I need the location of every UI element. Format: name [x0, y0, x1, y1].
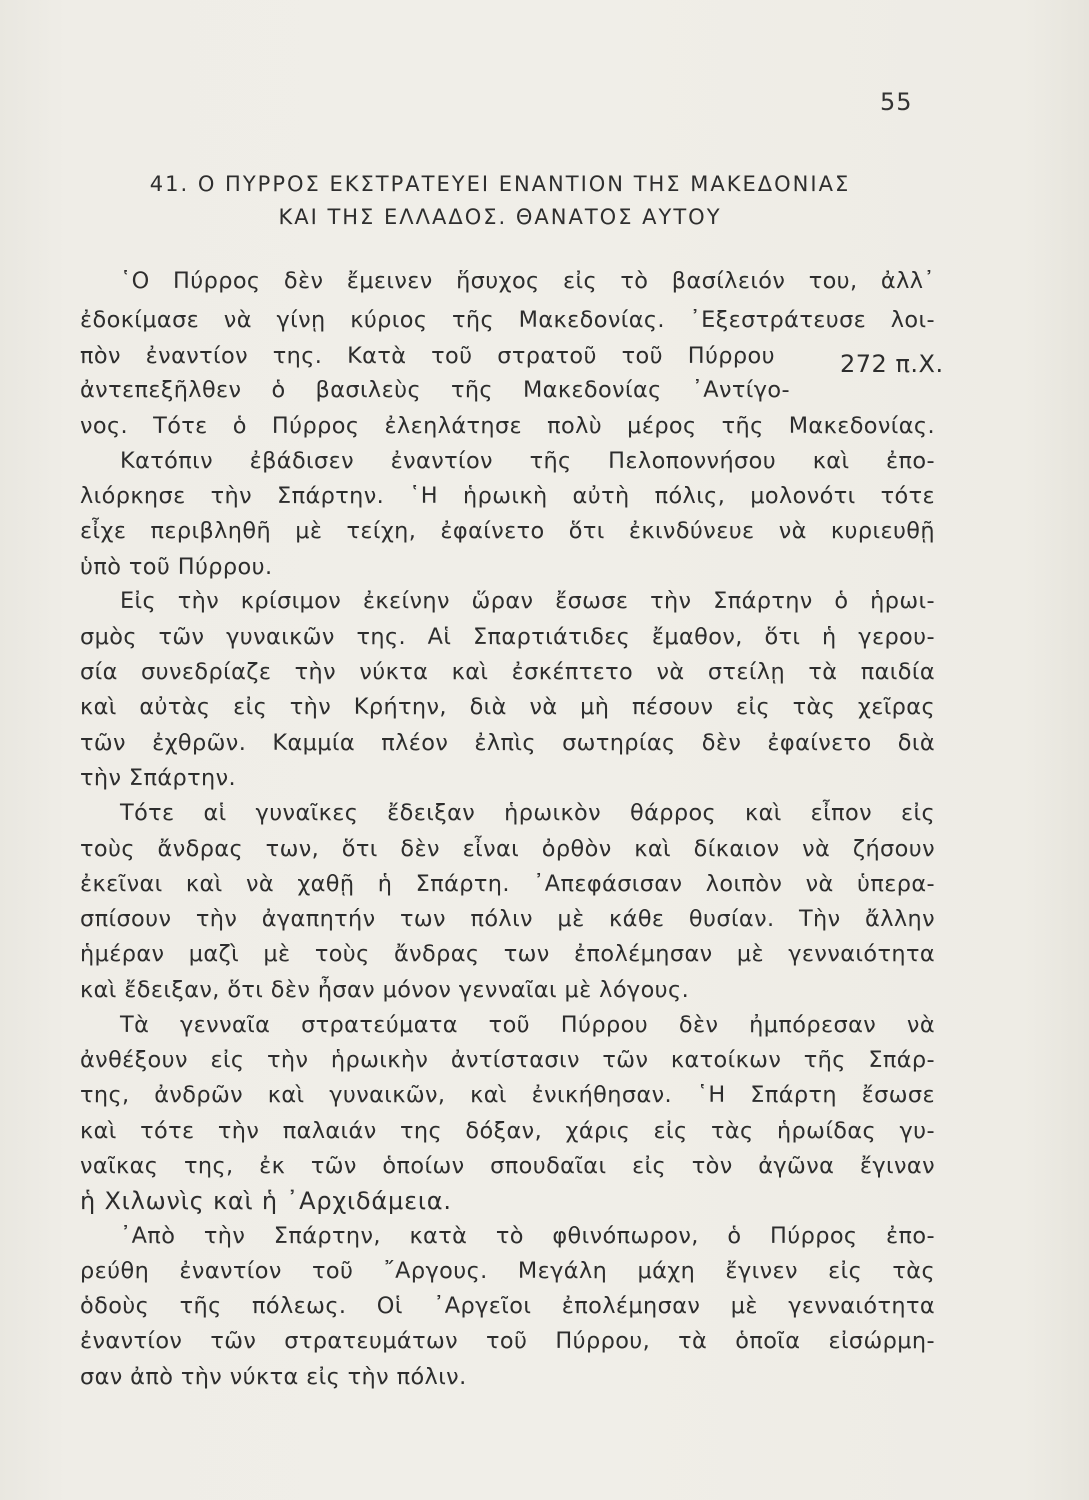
text-line: σπίσουν τὴν ἀγαπητήν των πόλιν μὲ κάθε θυσίαν. Τὴν ἄλλην — [80, 906, 935, 932]
text-line: ὁδοὺς τῆς πόλεως. Οἱ ᾽Αργεῖοι ἐπολέμησαν μὲ γενναιότητα — [80, 1293, 935, 1319]
margin-date-note: 272 π.Χ. — [840, 350, 944, 378]
text-line: της, ἀνδρῶν καὶ γυναικῶν, καὶ ἐνικήθησαν. ῾Η Σπάρτη ἔσωσε — [80, 1082, 935, 1108]
text-line: Εἰς τὴν κρίσιμον ἐκείνην ὥραν ἔσωσε τὴν Σπάρτην ὁ ἡρωι- — [120, 588, 935, 614]
text-line: καὶ τότε τὴν παλαιάν της δόξαν, χάρις εἰς τὰς ἡρωίδας γυ- — [80, 1118, 935, 1144]
text-line: σμὸς τῶν γυναικῶν της. Αἱ Σπαρτιάτιδες ἔμαθον, ὅτι ἡ γερου- — [80, 624, 935, 650]
text-line: ρεύθη ἐναντίον τοῦ ῎Αργους. Μεγάλη μάχη ἔγινεν εἰς τὰς — [80, 1258, 935, 1284]
text-line: Τότε αἱ γυναῖκες ἔδειξαν ἡρωικὸν θάρρος καὶ εἶπον εἰς — [120, 800, 935, 826]
chapter-title-line-2: ΚΑΙ ΤΗΣ ΕΛΛΑΔΟΣ. ΘΑΝΑΤΟΣ ΑΥΤΟΥ — [278, 205, 722, 229]
page-number: 55 — [880, 88, 913, 116]
text-line: Κατόπιν ἐβάδισεν ἐναντίον τῆς Πελοποννήσου καὶ ἐπο- — [120, 448, 935, 474]
text-line: σία συνεδρίαζε τὴν νύκτα καὶ ἐσκέπτετο νὰ στείλῃ τὰ παιδία — [80, 659, 935, 685]
text-line: πὸν ἐναντίον της. Κατὰ τοῦ στρατοῦ τοῦ Πύρρου — [80, 343, 775, 369]
text-line: ἀντεπεξῆλθεν ὁ βασιλεὺς τῆς Μακεδονίας ᾽Αντίγο- — [80, 377, 790, 403]
text-line: νος. Τότε ὁ Πύρρος ἐλεηλάτησε πολὺ μέρος τῆς Μακεδονίας. — [80, 413, 935, 439]
text-line: τοὺς ἄνδρας των, ὅτι δὲν εἶναι ὀρθὸν καὶ δίκαιον νὰ ζήσουν — [80, 836, 935, 862]
text-line: ὑπὸ τοῦ Πύρρου. — [80, 554, 273, 580]
text-line: ἐδοκίμασε νὰ γίνῃ κύριος τῆς Μακεδονίας. ᾽Εξεστράτευσε λοι- — [80, 307, 935, 333]
text-line: ᾽Απὸ τὴν Σπάρτην, κατὰ τὸ φθινόπωρον, ὁ Πύρρος ἐπο- — [120, 1223, 935, 1249]
text-line: Τὰ γενναῖα στρατεύματα τοῦ Πύρρου δὲν ἠμπόρεσαν νὰ — [120, 1012, 935, 1038]
chapter-title-line-1: 41. Ο ΠΥΡΡΟΣ ΕΚΣΤΡΑΤΕΥΕΙ ΕΝΑΝΤΙΟΝ ΤΗΣ ΜΑΚΕΔΟΝΙΑΣ — [149, 172, 851, 196]
text-line: ῾Ο Πύρρος δὲν ἔμεινεν ἥσυχος εἰς τὸ βασίλειόν του, ἀλλ᾽ — [120, 268, 935, 294]
text-line: ἐκεῖναι καὶ νὰ χαθῇ ἡ Σπάρτη. ᾽Απεφάσισαν λοιπὸν νὰ ὑπερα- — [80, 871, 935, 897]
text-line: ἀνθέξουν εἰς τὴν ἡρωικὴν ἀντίστασιν τῶν κατοίκων τῆς Σπάρ- — [80, 1047, 935, 1073]
text-line: ναῖκας της, ἐκ τῶν ὁποίων σπουδαῖαι εἰς τὸν ἀγῶνα ἔγιναν — [80, 1153, 935, 1179]
text-line: τῶν ἐχθρῶν. Καμμία πλέον ἐλπὶς σωτηρίας δὲν ἐφαίνετο διὰ — [80, 730, 935, 756]
text-line: λιόρκησε τὴν Σπάρτην. ῾Η ἡρωικὴ αὐτὴ πόλις, μολονότι τότε — [80, 483, 935, 509]
text-line: ἡ Χιλωνὶς καὶ ἡ ᾽Αρχιδάμεια. — [80, 1187, 452, 1215]
text-line: καὶ ἔδειξαν, ὅτι δὲν ἦσαν μόνον γενναῖαι μὲ λόγους. — [80, 977, 690, 1003]
text-line: σαν ἀπὸ τὴν νύκτα εἰς τὴν πόλιν. — [80, 1364, 467, 1390]
text-line: ἡμέραν μαζὶ μὲ τοὺς ἄνδρας των ἐπολέμησαν μὲ γενναιότητα — [80, 941, 935, 967]
text-line: καὶ αὐτὰς εἰς τὴν Κρήτην, διὰ νὰ μὴ πέσουν εἰς τὰς χεῖρας — [80, 694, 935, 720]
text-line: τὴν Σπάρτην. — [80, 765, 236, 791]
text-line: ἐναντίον τῶν στρατευμάτων τοῦ Πύρρου, τὰ ὁποῖα εἰσώρμη- — [80, 1328, 935, 1354]
text-line: εἶχε περιβληθῆ μὲ τείχη, ἐφαίνετο ὅτι ἐκινδύνευε νὰ κυριευθῇ — [80, 518, 935, 544]
